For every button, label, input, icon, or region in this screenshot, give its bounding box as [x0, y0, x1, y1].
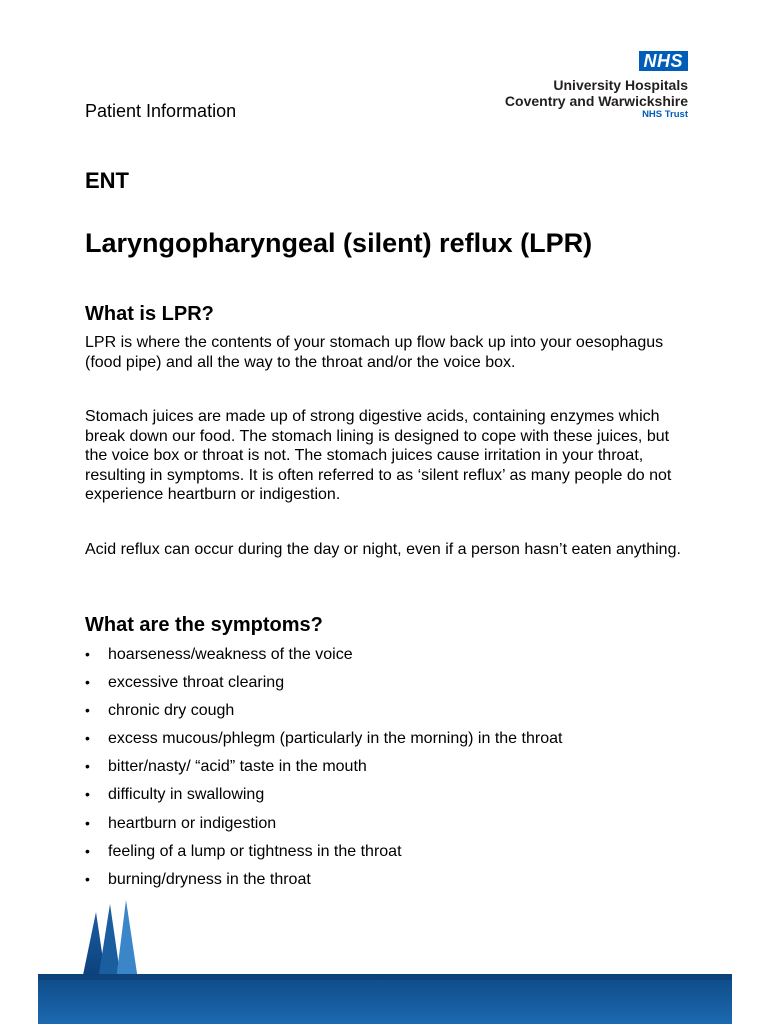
section-heading-what-is-lpr: What is LPR?: [85, 303, 214, 325]
nhs-badge: NHS: [639, 51, 688, 71]
department-heading: ENT: [85, 168, 129, 193]
patient-information-label: Patient Information: [85, 101, 237, 121]
trust-name-line1: University Hospitals: [553, 77, 688, 93]
list-item: • feeling of a lump or tightness in the throat: [85, 842, 562, 870]
paragraph-acid-reflux: Acid reflux can occur during the day or night, even if a person hasn’t eaten anything.: [85, 541, 681, 558]
list-item: • burning/dryness in the throat: [85, 870, 562, 898]
footer-band: [38, 974, 732, 1024]
paragraph-definition: LPR is where the contents of your stomach up flow back up into your oesophagus (food pipe) and all the way to the throat and/or the voice box.: [85, 334, 664, 371]
section-heading-symptoms: What are the symptoms?: [85, 614, 323, 636]
list-item: • excessive throat clearing: [85, 673, 562, 701]
trust-sub: NHS Trust: [642, 109, 688, 120]
symptom-list: [85, 645, 562, 898]
page-title: Laryngopharyngeal (silent) reflux (LPR): [85, 228, 593, 258]
footer-spires-graphic: [0, 890, 768, 1024]
paragraph-stomach-juices: Stomach juices are made up of strong digestive acids, containing enzymes which break down our food. The stomach lining is designed to cope with these juices, but the voice box or throat is not. The stomach juices cause irritation in your throat, resulting in symptoms. It is often referred to as ‘silent reflux’ as many people do not experience heartburn or indigestion.: [85, 408, 672, 503]
list-item: • hoarseness/weakness of the voice: [85, 645, 562, 673]
list-item: • excess mucous/phlegm (particularly in the morning) in the throat: [85, 729, 562, 757]
trust-name-line2: Coventry and Warwickshire: [504, 93, 688, 109]
list-item: • chronic dry cough: [85, 701, 562, 729]
spire-right: [116, 900, 138, 980]
list-item: • bitter/nasty/ “acid” taste in the mouth: [85, 757, 562, 785]
list-item: • difficulty in swallowing: [85, 785, 562, 813]
list-item: • heartburn or indigestion: [85, 814, 562, 842]
